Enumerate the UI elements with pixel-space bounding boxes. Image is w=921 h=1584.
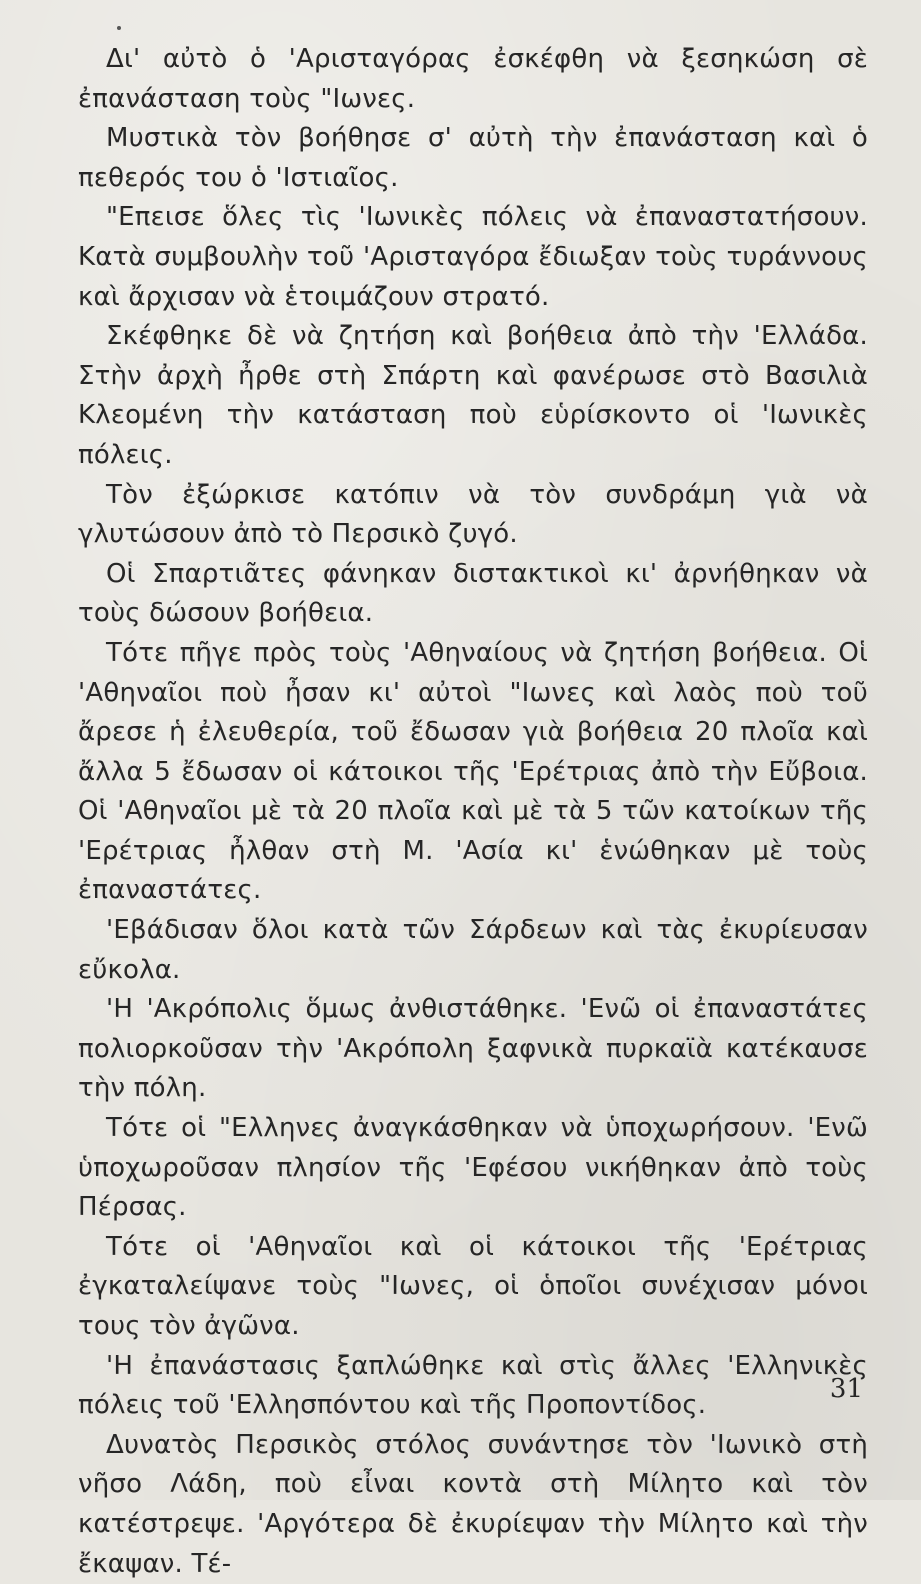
paragraph: Τὸν ἐξώρκισε κατόπιν νὰ τὸν συνδράμη γιὰ νὰ γλυτώσουν ἀπὸ τὸ Περσικὸ ζυγό. bbox=[78, 479, 868, 550]
paragraph: "Επεισε ὅλες τὶς 'Ιωνικὲς πόλεις νὰ ἐπαναστατήσουν. Κατὰ συμβουλὴν τοῦ 'Αρισταγόρα ἔδιωξαν τοὺς τυράννους καὶ ἄρχισαν νὰ ἑτοιμάζουν στρατό. bbox=[78, 202, 868, 312]
paragraph: Τότε πῆγε πρὸς τοὺς 'Αθηναίους νὰ ζητήση βοήθεια. Οἱ 'Αθηναῖοι ποὺ ἦσαν κι' αὐτοὶ "Ιωνες καὶ λαὸς ποὺ τοῦ ἄρεσε ἡ ἐλευθερία, τοῦ ἔδωσαν γιὰ βοήθεια 20 πλοῖα καὶ ἄλλα 5 ἔδωσαν οἱ κάτοικοι τῆς 'Ερέτριας ἀπὸ τὴν Εὔβοια. Οἱ 'Αθηναῖοι μὲ τὰ 20 πλοῖα καὶ μὲ τὰ 5 τῶν κατοίκων τῆς 'Ερέτριας ἦλθαν στὴ Μ. 'Ασία κι' ἑνώθηκαν μὲ τοὺς ἐπαναστάτες. bbox=[78, 637, 868, 906]
paragraph: Σκέφθηκε δὲ νὰ ζητήση καὶ βοήθεια ἀπὸ τὴν 'Ελλάδα. Στὴν ἀρχὴ ἦρθε στὴ Σπάρτη καὶ φανέρωσε στὸ Βασιλιὰ Κλεομένη τὴν κατάσταση ποὺ εὑρίσκοντο οἱ 'Ιωνικὲς πόλεις. bbox=[78, 321, 868, 470]
paragraph: Δι' αὐτὸ ὁ 'Αρισταγόρας ἐσκέφθη νὰ ξεσηκώση σὲ ἐπανάσταση τοὺς "Ιωνες. bbox=[78, 44, 868, 114]
body-text bbox=[78, 40, 868, 1584]
paragraph: Οἱ Σπαρτιᾶτες φάνηκαν διστακτικοὶ κι' ἀρνήθηκαν νὰ τοὺς δώσουν βοήθεια. bbox=[78, 558, 868, 629]
page-number: 31 bbox=[829, 1374, 863, 1404]
paragraph: Μυστικὰ τὸν βοήθησε σ' αὐτὴ τὴν ἐπανάσταση καὶ ὁ πεθερός του ὁ 'Ιστιαῖος. bbox=[78, 123, 868, 193]
print-speck bbox=[117, 26, 121, 30]
paragraph: Τότε οἱ 'Αθηναῖοι καὶ οἱ κάτοικοι τῆς 'Ερέτριας ἐγκαταλείψανε τοὺς "Ιωνες, οἱ ὁποῖοι συνέχισαν μόνοι τους τὸν ἀγῶνα. bbox=[78, 1231, 868, 1341]
paragraph: 'Η ἐπανάστασις ξαπλώθηκε καὶ στὶς ἄλλες 'Ελληνικὲς πόλεις τοῦ 'Ελλησπόντου καὶ τῆς Προποντίδος. bbox=[78, 1350, 868, 1421]
paragraph: 'Η 'Ακρόπολις ὅμως ἀνθιστάθηκε. 'Ενῶ οἱ ἐπαναστάτες πολιορκοῦσαν τὴν 'Ακρόπολη ξαφνικὰ πυρκαϊὰ κατέκαυσε τὴν πόλη. bbox=[78, 994, 868, 1104]
paragraph: Δυνατὸς Περσικὸς στόλος συνάντησε τὸν 'Ιωνικὸ στὴ νῆσο Λάδη, ποὺ εἶναι κοντὰ στὴ Μίλητο καὶ τὸν κατέστρεψε. 'Αργότερα δὲ ἐκυρίεψαν τὴν Μίλητο καὶ τὴν ἔκαψαν. Τέ- bbox=[78, 1429, 868, 1579]
paragraph: 'Εβάδισαν ὅλοι κατὰ τῶν Σάρδεων καὶ τὰς ἐκυρίευσαν εὔκολα. bbox=[78, 915, 868, 985]
paragraph: Τότε οἱ "Ελληνες ἀναγκάσθηκαν νὰ ὑποχωρήσουν. 'Ενῶ ὑποχωροῦσαν πλησίον τῆς 'Εφέσου νικήθηκαν ἀπὸ τοὺς Πέρσας. bbox=[78, 1113, 868, 1223]
